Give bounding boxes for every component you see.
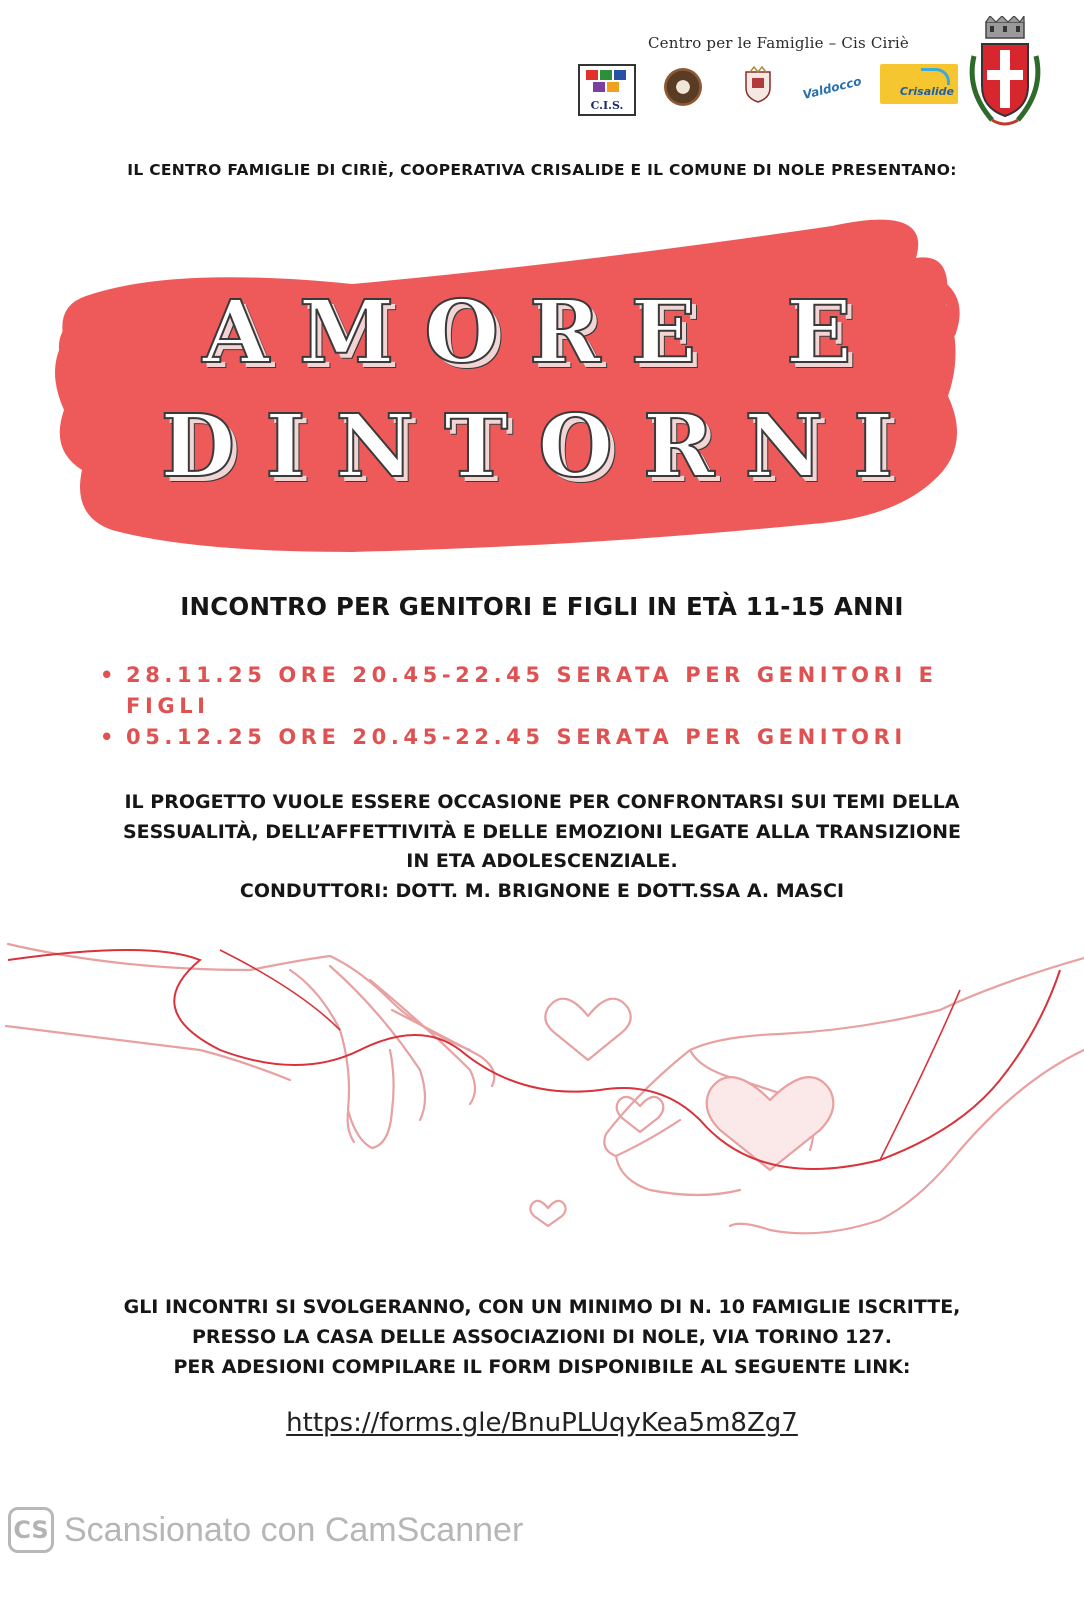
venue-line: PRESSO LA CASA DELLE ASSOCIAZIONI DI NOLE, VIA TORINO 127. [191,1326,892,1348]
bullet-icon: • [100,663,119,687]
camscanner-watermark [8,1504,523,1556]
fondazione-logo [740,66,776,104]
wifi-waves-icon [921,68,950,85]
cis-logo-text: C.I.S. [590,99,624,112]
venue-line: GLI INCONTRI SI SVOLGERANNO, CON UN MINIMO DI N. 10 FAMIGLIE ISCRITTE, [123,1296,961,1318]
description-line: IN ETA ADOLESCENZIALE. [406,850,678,872]
registration-form-link[interactable]: https://forms.gle/BnuPLUqyKea5m8Zg7 [286,1408,798,1438]
description-line: SESSUALITÀ, DELL’AFFETTIVITÀ E DELLE EMOZIONI LEGATE ALLA TRANSIZIONE [122,820,962,843]
valdocco-logo: Valdocco [801,73,863,103]
title-line-2: DINTORNI [160,396,924,497]
dates-list [100,660,980,753]
project-description [0,788,1084,906]
date-item [100,660,980,722]
hands-with-red-thread-and-hearts-icon [0,930,1084,1260]
crisalide-logo-text: Crisalide [899,85,954,98]
cis-logo [578,64,636,116]
centro-famiglia-logo [664,68,702,106]
watermark-text: Scansionato con CamScanner [64,1510,524,1549]
header-caption: Centro per le Famiglie – Cis Ciriè [648,34,909,52]
date-item-text: 28.11.25 ORE 20.45-22.45 SERATA PER GENITORI E FIGLI [126,663,938,718]
title-line-1: AMORE E [202,282,882,383]
presenters-line: IL CENTRO FAMIGLIE DI CIRIÈ, COOPERATIVA CRISALIDE E IL COMUNE DI NOLE PRESENTANO: [127,161,957,179]
bullet-icon: • [100,725,119,749]
date-item [100,722,980,753]
camscanner-logo-icon: CS [8,1507,54,1553]
description-line: IL PROGETTO VUOLE ESSERE OCCASIONE PER CONFRONTARSI SUI TEMI DELLA [124,791,960,813]
registration-line: PER ADESIONI COMPILARE IL FORM DISPONIBILE AL SEGUENTE LINK: [173,1356,911,1378]
comune-coat-of-arms-icon [962,16,1048,132]
conductors-line: CONDUTTORI: DOTT. M. BRIGNONE E DOTT.SSA A. MASCI [239,879,845,902]
crisalide-logo [880,64,958,104]
subtitle: INCONTRO PER GENITORI E FIGLI IN ETÀ 11-15 ANNI [180,592,904,621]
venue-info [0,1292,1084,1382]
date-item-text: 05.12.25 ORE 20.45-22.45 SERATA PER GENITORI [126,725,907,749]
partner-logos [578,64,978,120]
